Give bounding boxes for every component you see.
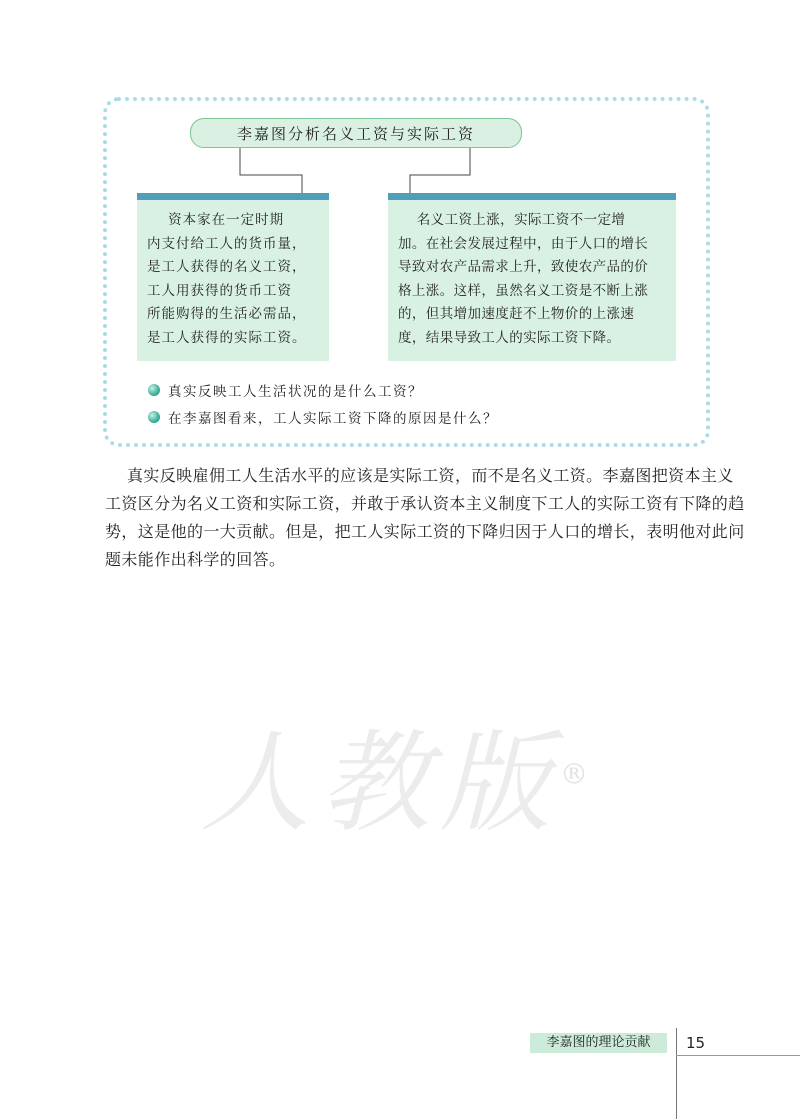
wage-decline-explanation-panel	[388, 193, 676, 361]
diagram-title	[190, 118, 522, 148]
right-panel-text: 名义工资上涨，实际工资不一定增 加。在社会发展过程中，由于人口的增长 导致对农产品需求上升，致使农产品的价 格上涨。这样，虽然名义工资是不断上涨 的，但其增加速度赶不上物价的上涨速 度，结果导致工人的实际工资下降。	[398, 212, 649, 346]
panel-header-bar	[388, 193, 676, 200]
publisher-watermark	[200, 695, 598, 853]
question-item	[148, 380, 423, 400]
page-number: 15	[686, 1034, 706, 1052]
question-text: 在李嘉图看来，工人实际工资下降的原因是什么？	[168, 411, 498, 427]
bullet-icon	[148, 411, 160, 423]
body-paragraph	[105, 462, 745, 574]
footer-divider-vertical	[676, 1028, 677, 1119]
section-label-text: 李嘉图的理论贡献	[546, 1035, 651, 1050]
left-panel-text: 资本家在一定时期 内支付给工人的货币量， 是工人获得的名义工资， 工人用获得的货币工资 所能购得的生活必需品， 是工人获得的实际工资。	[147, 212, 307, 346]
section-label	[530, 1033, 667, 1053]
footer-divider-horizontal	[676, 1055, 800, 1056]
paragraph-line: 势，这是他的一大贡献。但是，把工人实际工资的下降归因于人口的增长，表明他对此问	[105, 522, 745, 541]
panel-header-bar	[137, 193, 329, 200]
question-text: 真实反映工人生活状况的是什么工资？	[168, 384, 423, 400]
paragraph-line: 真实反映雇佣工人生活水平的应该是实际工资，而不是名义工资。李嘉图把资本主义	[105, 466, 734, 485]
registered-mark: ®	[560, 757, 598, 791]
watermark-text: 人教版	[200, 719, 560, 847]
paragraph-line: 工资区分为名义工资和实际工资，并敢于承认资本主义制度下工人的实际工资有下降的趋	[105, 494, 745, 513]
paragraph-line: 题未能作出科学的回答。	[105, 550, 286, 569]
question-item	[148, 407, 498, 427]
bullet-icon	[148, 384, 160, 396]
nominal-real-definition-panel	[137, 193, 329, 361]
diagram-title-text: 李嘉图分析名义工资与实际工资	[236, 124, 475, 143]
